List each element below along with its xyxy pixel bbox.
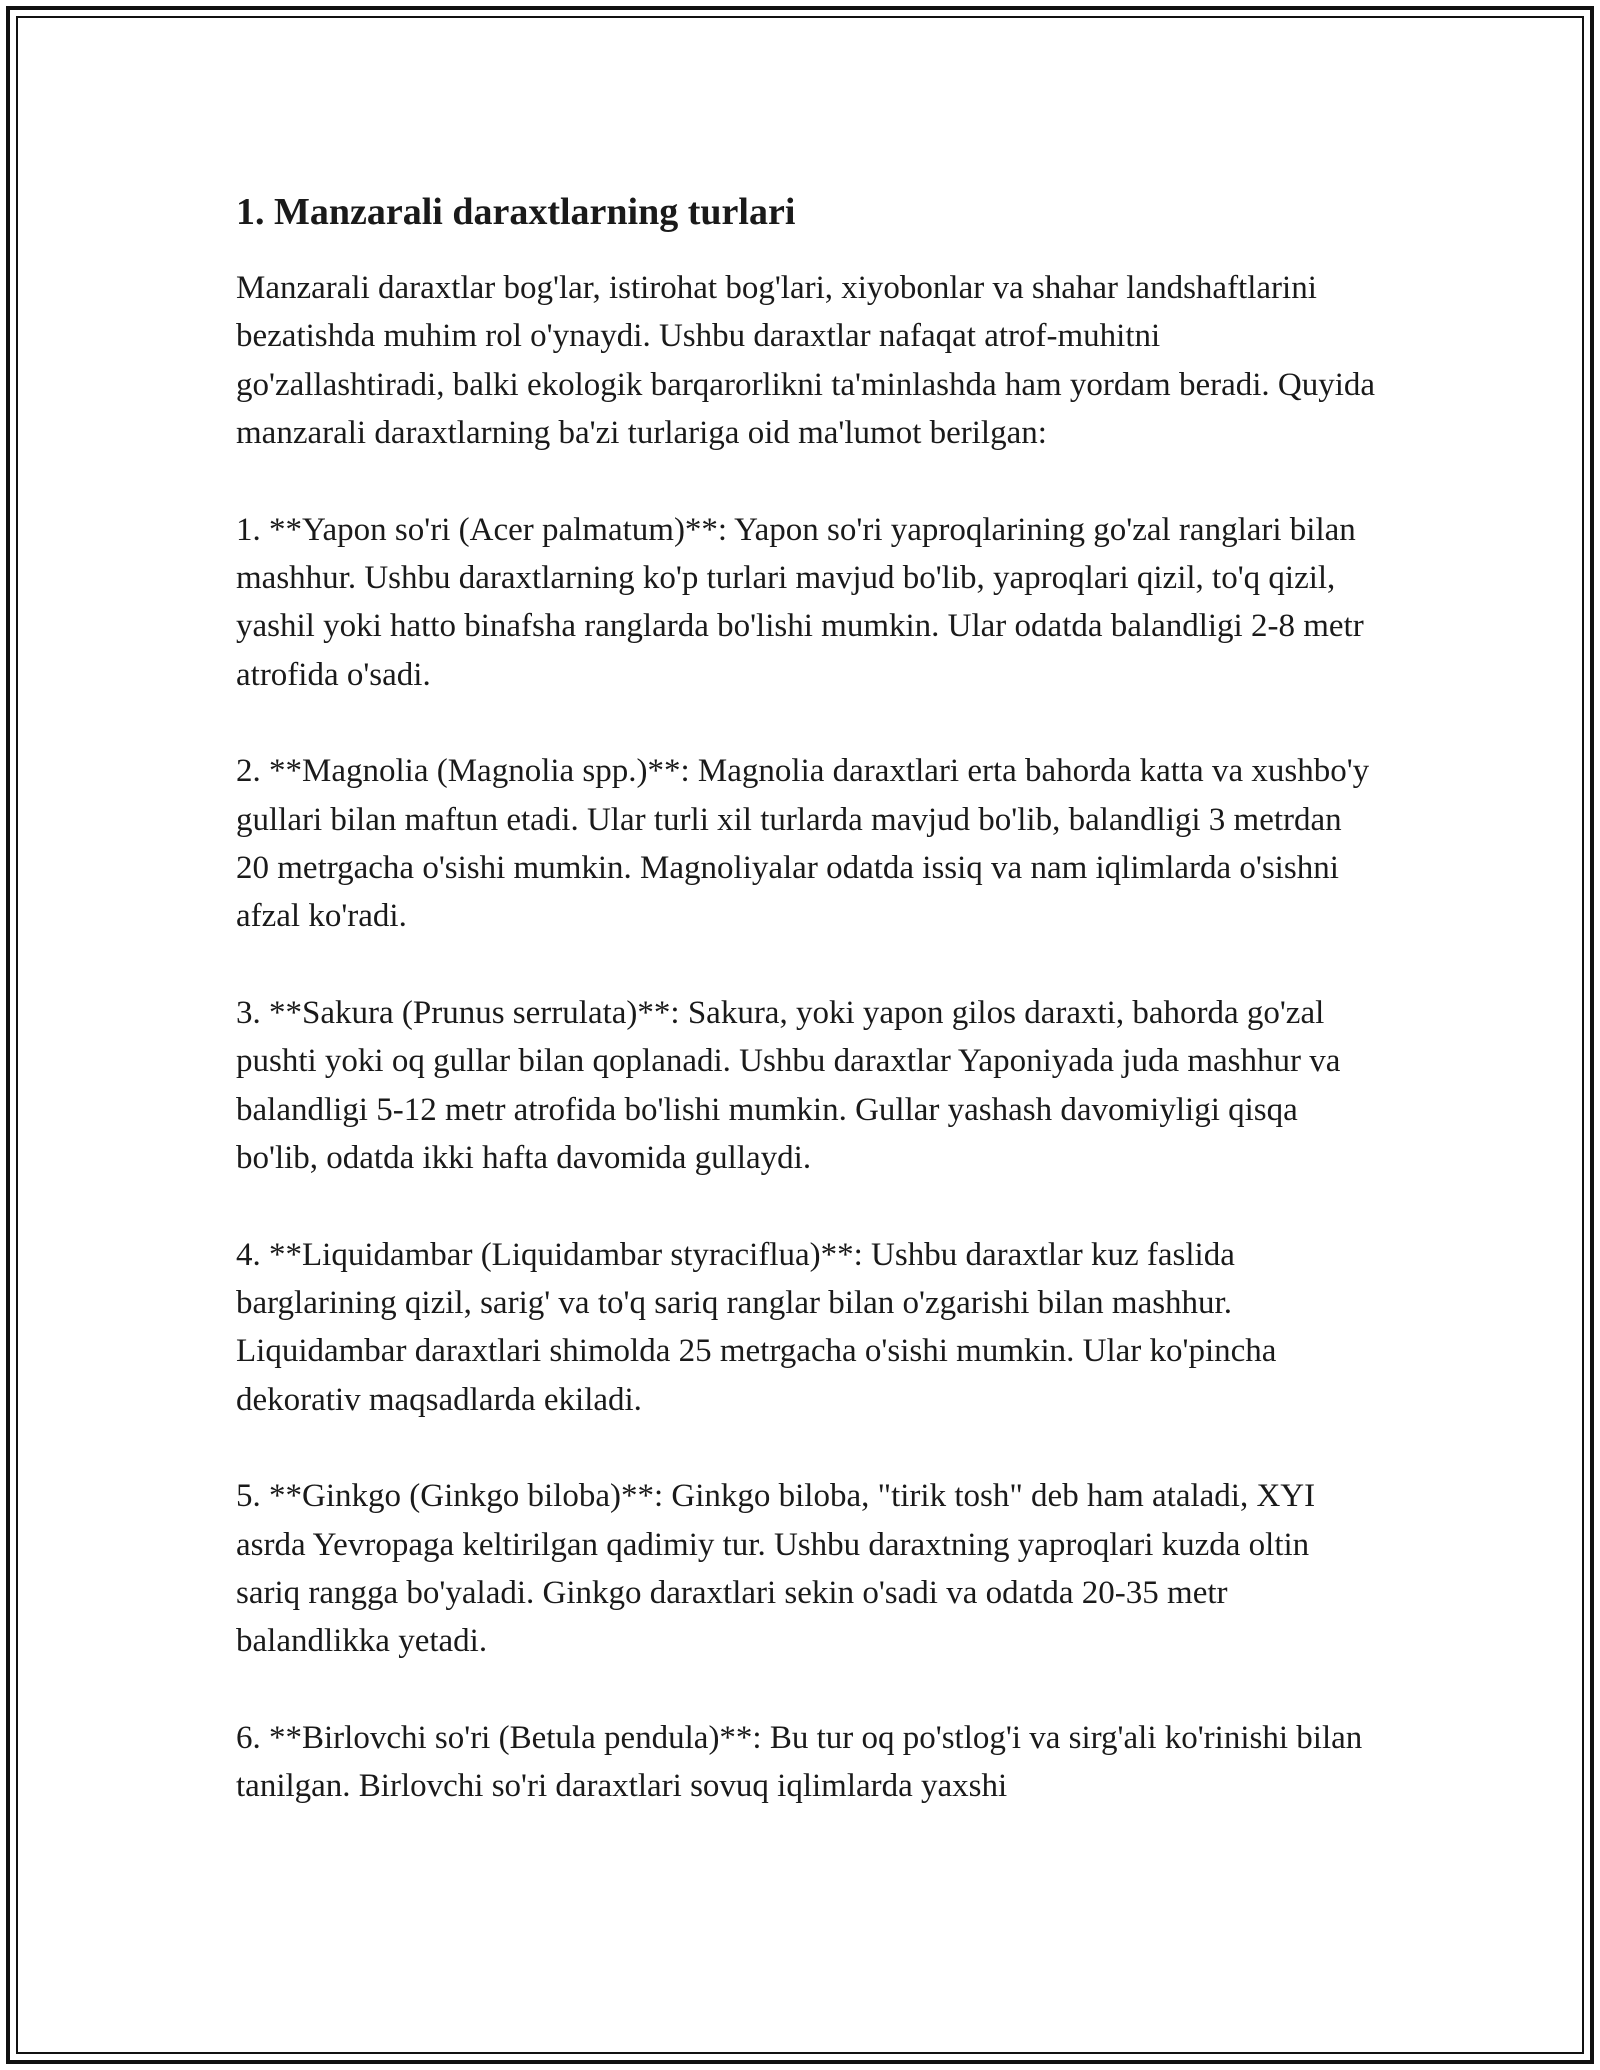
intro-paragraph: Manzarali daraxtlar bog'lar, istirohat bog'lari, xiyobonlar va shahar landshaftlarini bezatishda muhim rol o'ynaydi. Ushbu daraxtlar nafaqat atrof-muhitni go'zallashtiradi, balki ekologik barqarorlikni ta'minlashda ham yordam beradi. Quyida manzarali daraxtlarning ba'zi turlariga oid ma'lumot berilgan: <box>236 270 1376 452</box>
list-item-ginkgo: 5. **Ginkgo (Ginkgo biloba)**: Ginkgo biloba, "tirik tosh" deb ham ataladi, XYI asrda Yevropaga keltirilgan qadimiy tur. Ushbu daraxtning yaproqlari kuzda oltin sariq rangga bo'yaladi. Ginkgo daraxtlari sekin o'sadi va odatda 20-35 metr balandlikka yetadi. <box>236 1478 1316 1660</box>
list-item-yapon-sori: 1. **Yapon so'ri (Acer palmatum)**: Yapon so'ri yaproqlarining go'zal ranglari bilan mashhur. Ushbu daraxtlarning ko'p turlari mavjud bo'lib, yaproqlari qizil, to'q qizil, yashil yoki hatto binafsha ranglarda bo'lishi mumkin. Ular odatda balandligi 2-8 metr atrofida o'sadi. <box>236 511 1364 693</box>
list-item-sakura: 3. **Sakura (Prunus serrulata)**: Sakura, yoki yapon gilos daraxti, bahorda go'zal pushti yoki oq gullar bilan qoplanadi. Ushbu daraxtlar Yaponiyada juda mashhur va balandligi 5-12 metr atrofida bo'lishi mumkin. Gullar yashash davomiyligi qisqa bo'lib, odatda ikki hafta davomida gullaydi. <box>236 994 1341 1177</box>
list-item-magnolia: 2. **Magnolia (Magnolia spp.)**: Magnolia daraxtlari erta bahorda katta va xushbo'y gullari bilan maftun etadi. Ular turli xil turlarda mavjud bo'lib, balandligi 3 metrdan 20 metrgacha o'sishi mumkin. Magnoliyalar odatda issiq va nam iqlimlarda o'sishni afzal ko'radi. <box>236 753 1370 935</box>
document-body <box>236 182 1376 1859</box>
list-item-birlovchi-sori: 6. **Birlovchi so'ri (Betula pendula)**: Bu tur oq po'stlog'i va sirg'ali ko'rinishi bilan tanilgan. Birlovchi so'ri daraxtlari sovuq iqlimlarda yaxshi <box>236 1719 1363 1805</box>
list-item-liquidambar: 4. **Liquidambar (Liquidambar styraciflua)**: Ushbu daraxtlar kuz faslida barglarining qizil, sarig' va to'q sariq ranglar bilan o'zgarishi bilan mashhur. Liquidambar daraxtlari shimolda 25 metrgacha o'sishi mumkin. Ular ko'pincha dekorativ maqsadlarda ekiladi. <box>236 1236 1277 1418</box>
section-heading: 1. Manzarali daraxtlarning turlari <box>236 191 796 233</box>
